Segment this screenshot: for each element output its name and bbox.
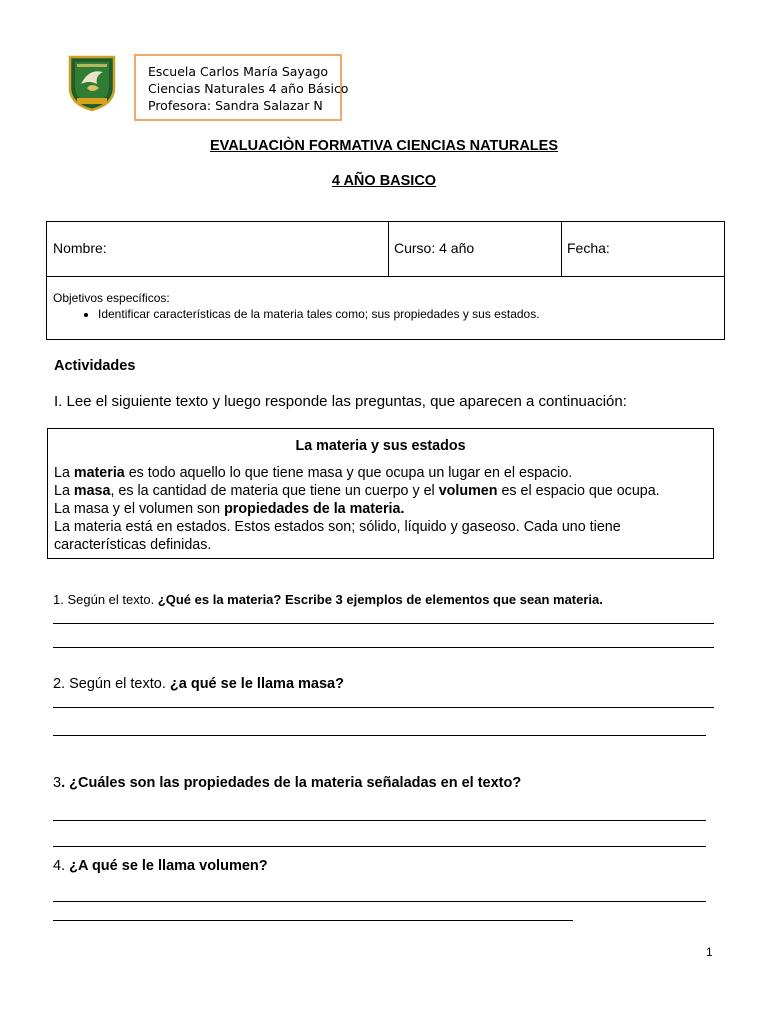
curso-cell <box>388 222 562 277</box>
nombre-cell[interactable] <box>47 222 389 277</box>
fecha-label: Fecha: <box>567 240 610 256</box>
question-3: 3. ¿Cuáles son las propiedades de la materia señaladas en el texto? <box>53 775 522 791</box>
objectives-list <box>53 306 540 322</box>
reading-line-2: La masa, es la cantidad de materia que tiene un cuerpo y el volumen es el espacio que ocupa. <box>54 483 660 499</box>
question-4: 4. ¿A qué se le llama volumen? <box>53 858 268 874</box>
page-subtitle: 4 AÑO BASICO <box>331 173 437 189</box>
reading-line-5: características definidas. <box>54 537 212 553</box>
answer-line[interactable] <box>53 647 714 648</box>
question-1: 1. Según el texto. ¿Qué es la materia? Escribe 3 ejemplos de elementos que sean materia. <box>53 592 603 607</box>
answer-line[interactable] <box>53 735 706 736</box>
objectives-label: Objetivos específicos: <box>53 291 170 305</box>
course-line: Ciencias Naturales 4 año Básico <box>148 81 349 96</box>
reading-box <box>47 428 714 559</box>
reading-title: La materia y sus estados <box>295 438 466 454</box>
objective-item: • Identificar características de la materia tales como; sus propiedades y sus estados. <box>98 306 540 322</box>
question-2: 2. Según el texto. ¿a qué se le llama masa? <box>53 676 344 692</box>
nombre-label: Nombre: <box>53 240 107 256</box>
school-name: Escuela Carlos María Sayago <box>148 64 329 79</box>
reading-line-4: La materia está en estados. Estos estados son; sólido, líquido y gaseoso. Cada uno tiene <box>54 519 621 535</box>
page-number: 1 <box>706 945 713 959</box>
answer-line[interactable] <box>53 820 706 821</box>
curso-label: Curso: 4 año <box>394 240 475 256</box>
answer-line[interactable] <box>53 707 714 708</box>
activities-heading: Actividades <box>54 358 136 374</box>
answer-line[interactable] <box>53 920 573 921</box>
school-info-box <box>134 54 349 121</box>
student-info-table <box>46 221 725 340</box>
answer-line[interactable] <box>53 846 706 847</box>
answer-line[interactable] <box>53 623 714 624</box>
reading-line-1: La materia es todo aquello lo que tiene masa y que ocupa un lugar en el espacio. <box>54 465 573 481</box>
activities-instruction: I. Lee el siguiente texto y luego responde las preguntas, que aparecen a continuación: <box>54 393 627 410</box>
reading-line-3: La masa y el volumen son propiedades de la materia. <box>54 501 405 517</box>
objectives-section <box>53 290 540 322</box>
school-crest-icon <box>67 54 117 112</box>
page-title: EVALUACIÒN FORMATIVA CIENCIAS NATURALES <box>210 138 558 154</box>
teacher-line: Profesora: Sandra Salazar N <box>148 98 323 113</box>
answer-line[interactable] <box>53 901 706 902</box>
fecha-cell[interactable] <box>561 222 724 277</box>
